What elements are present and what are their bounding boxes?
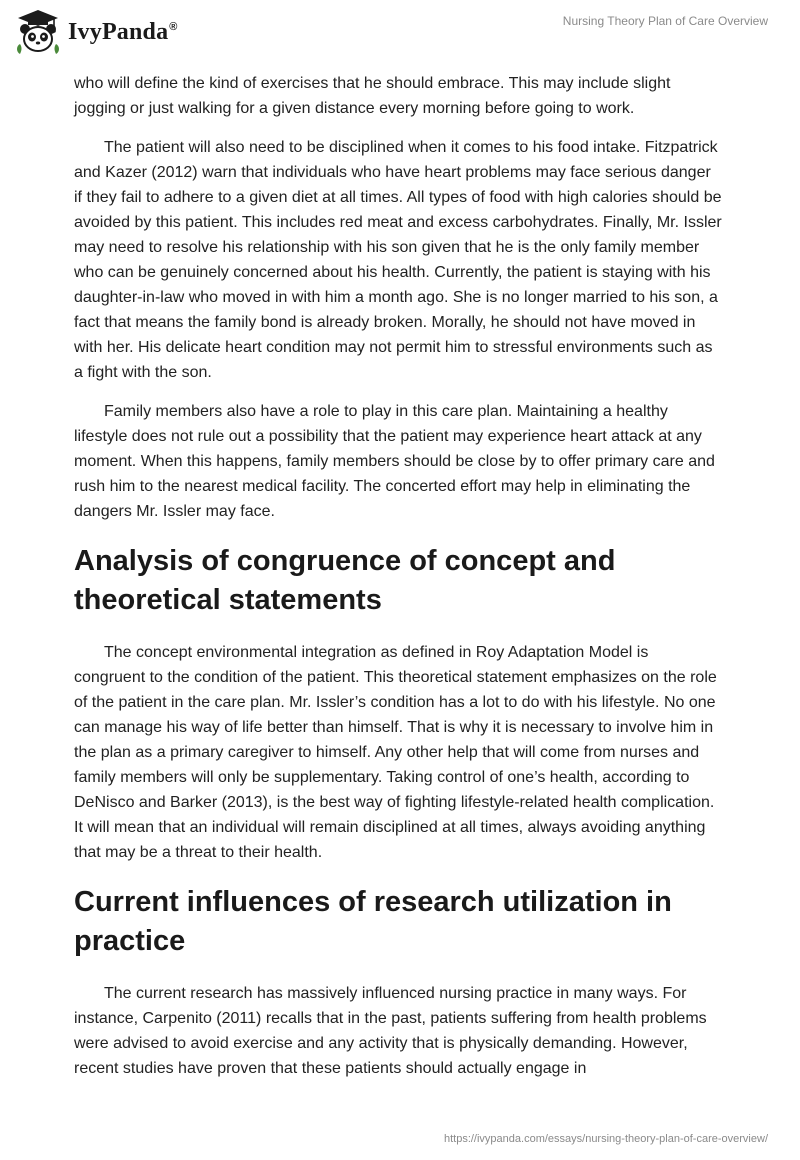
paragraph: The current research has massively influenced nursing practice in many ways. For instance, Carpenito (2011) recalls that in the past, patients suffering from health problems were advised to avoid exercise and any activity that is physically demanding. However, recent studies have proven that these patients should actually engage in	[74, 985, 707, 1077]
paragraph: The concept environmental integration as defined in Roy Adaptation Model is congruent to the condition of the patient. This theoretical statement emphasizes on the role of the patient in the care plan. Mr. Issler’s condition has a lot to do with his lifestyle. No one can manage his way of life better than himself. That is why it is necessary to involve him in the plan as a primary caregiver to himself. Any other help that will come from nurses and family members will only be supplementary. Taking control of one’s health, according to DeNisco and Barker (2013), is the best way of fighting lifestyle-related health complication. It will mean that an individual will remain disciplined at all times, always avoiding anything that may be a threat to their health.	[74, 644, 717, 861]
paragraph: who will define the kind of exercises that he should embrace. This may include slight jogging or just walking for a given distance every morning before going to work.	[74, 75, 671, 117]
essay-body	[74, 71, 722, 1095]
paragraph: The patient will also need to be disciplined when it comes to his food intake. Fitzpatrick and Kazer (2012) warn that individuals who have heart problems may face serious danger if they fail to adhere to a given diet at all times. All types of food with high calories should be avoided by this patient. This includes red meat and excess carbohydrates. Finally, Mr. Issler may need to resolve his relationship with his son given that he is the only family member who can be genuinely concerned about his health. Currently, the patient is staying with his daughter-in-law who moved in with him a month ago. She is no longer married to his son, a fact that means the family bond is already broken. Morally, he should not have moved in with her. His delicate heart condition may not permit him to stressful environments such as a fight with the son.	[74, 139, 722, 381]
document-title: Nursing Theory Plan of Care Overview	[562, 14, 768, 28]
section-heading: Analysis of congruence of concept and theoretical statements	[74, 545, 616, 616]
source-url[interactable]: https://ivypanda.com/essays/nursing-theory-plan-of-care-overview/	[443, 1133, 768, 1145]
panda-graduate-icon	[14, 8, 62, 56]
section-heading: Current influences of research utilization in practice	[74, 886, 672, 957]
paragraph: Family members also have a role to play in this care plan. Maintaining a healthy lifestyle does not rule out a possibility that the patient may experience heart attack at any moment. When this happens, family members should be close by to offer primary care and rush him to the nearest medical facility. The concerted effort may help in eliminating the dangers Mr. Issler may face.	[74, 403, 715, 520]
ivypanda-logo[interactable]	[14, 8, 178, 56]
page-header	[0, 0, 800, 66]
logo-wordmark: IvyPanda®	[68, 18, 178, 45]
